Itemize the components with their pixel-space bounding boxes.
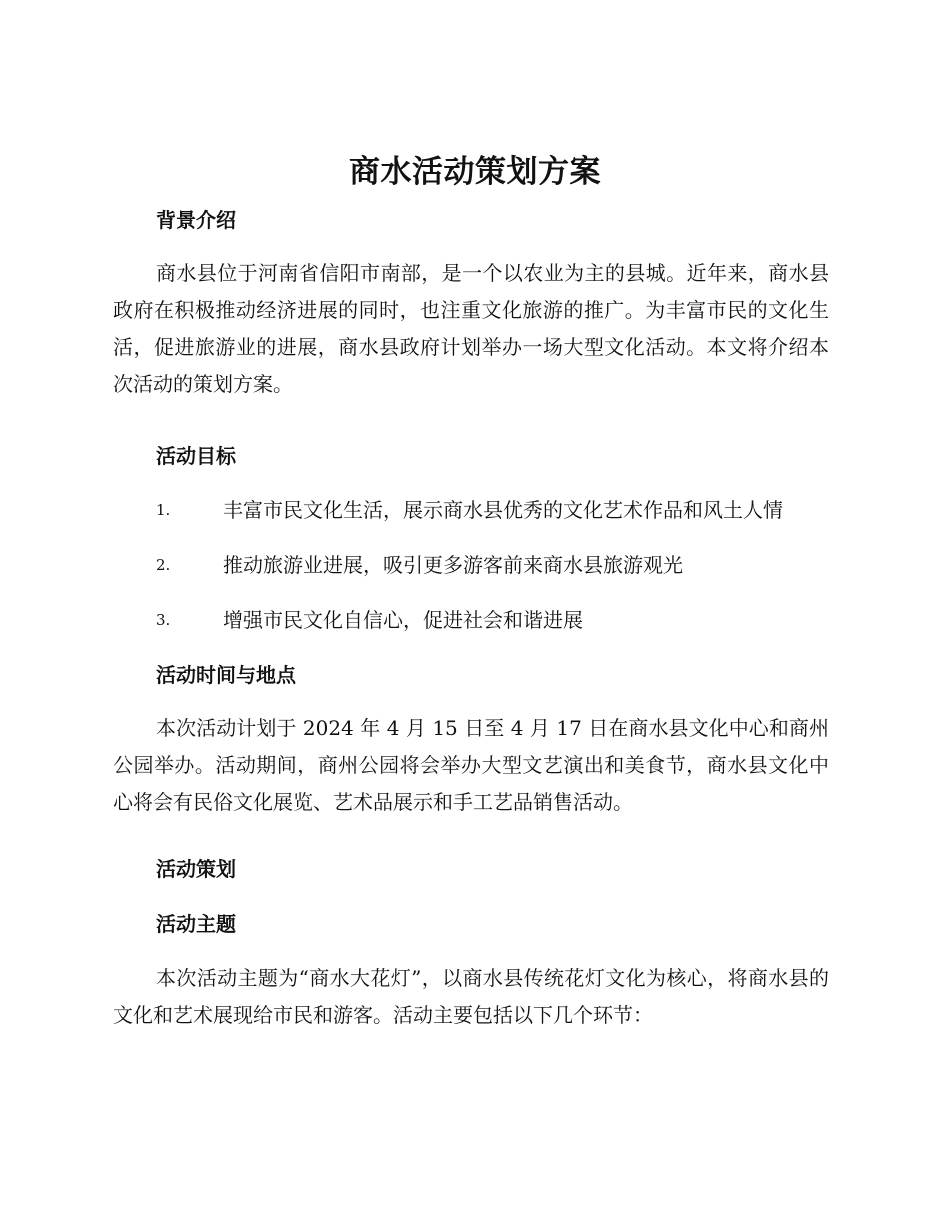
paragraph-time-place: 本次活动计划于 2024 年 4 月 15 日至 4 月 17 日在商水县文化中心和商州公园举办。活动期间，商州公园将会举办大型文艺演出和美食节，商水县文化中心将会有民俗文化展览、艺术品展示和手工艺品销售活动。 <box>113 716 829 814</box>
list-item <box>156 549 836 581</box>
list-text: 增强市民文化自信心，促进社会和谐进展 <box>223 608 583 632</box>
list-number: 3. <box>156 611 171 629</box>
list-text: 丰富市民文化生活，展示商水县优秀的文化艺术作品和风土人情 <box>223 498 783 522</box>
heading-background: 背景介绍 <box>156 208 236 232</box>
paragraph-theme: 本次活动主题为“商水大花灯”，以商水县传统花灯文化为核心，将商水县的文化和艺术展现给市民和游客。活动主要包括以下几个环节： <box>113 966 829 1027</box>
heading-time-place: 活动时间与地点 <box>156 663 296 687</box>
list-number: 1. <box>156 501 171 519</box>
list-number: 2. <box>156 556 171 574</box>
list-item <box>156 604 836 636</box>
document-title: 商水活动策划方案 <box>349 154 601 190</box>
list-text: 推动旅游业进展，吸引更多游客前来商水县旅游观光 <box>223 553 683 577</box>
paragraph-background: 商水县位于河南省信阳市南部，是一个以农业为主的县城。近年来，商水县政府在积极推动经济进展的同时，也注重文化旅游的推广。为丰富市民的文化生活，促进旅游业的进展，商水县政府计划举办一场大型文化活动。本文将介绍本次活动的策划方案。 <box>113 261 829 396</box>
heading-planning: 活动策划 <box>156 857 236 881</box>
list-item <box>156 494 836 526</box>
heading-theme: 活动主题 <box>156 912 236 936</box>
heading-goals: 活动目标 <box>156 444 236 468</box>
